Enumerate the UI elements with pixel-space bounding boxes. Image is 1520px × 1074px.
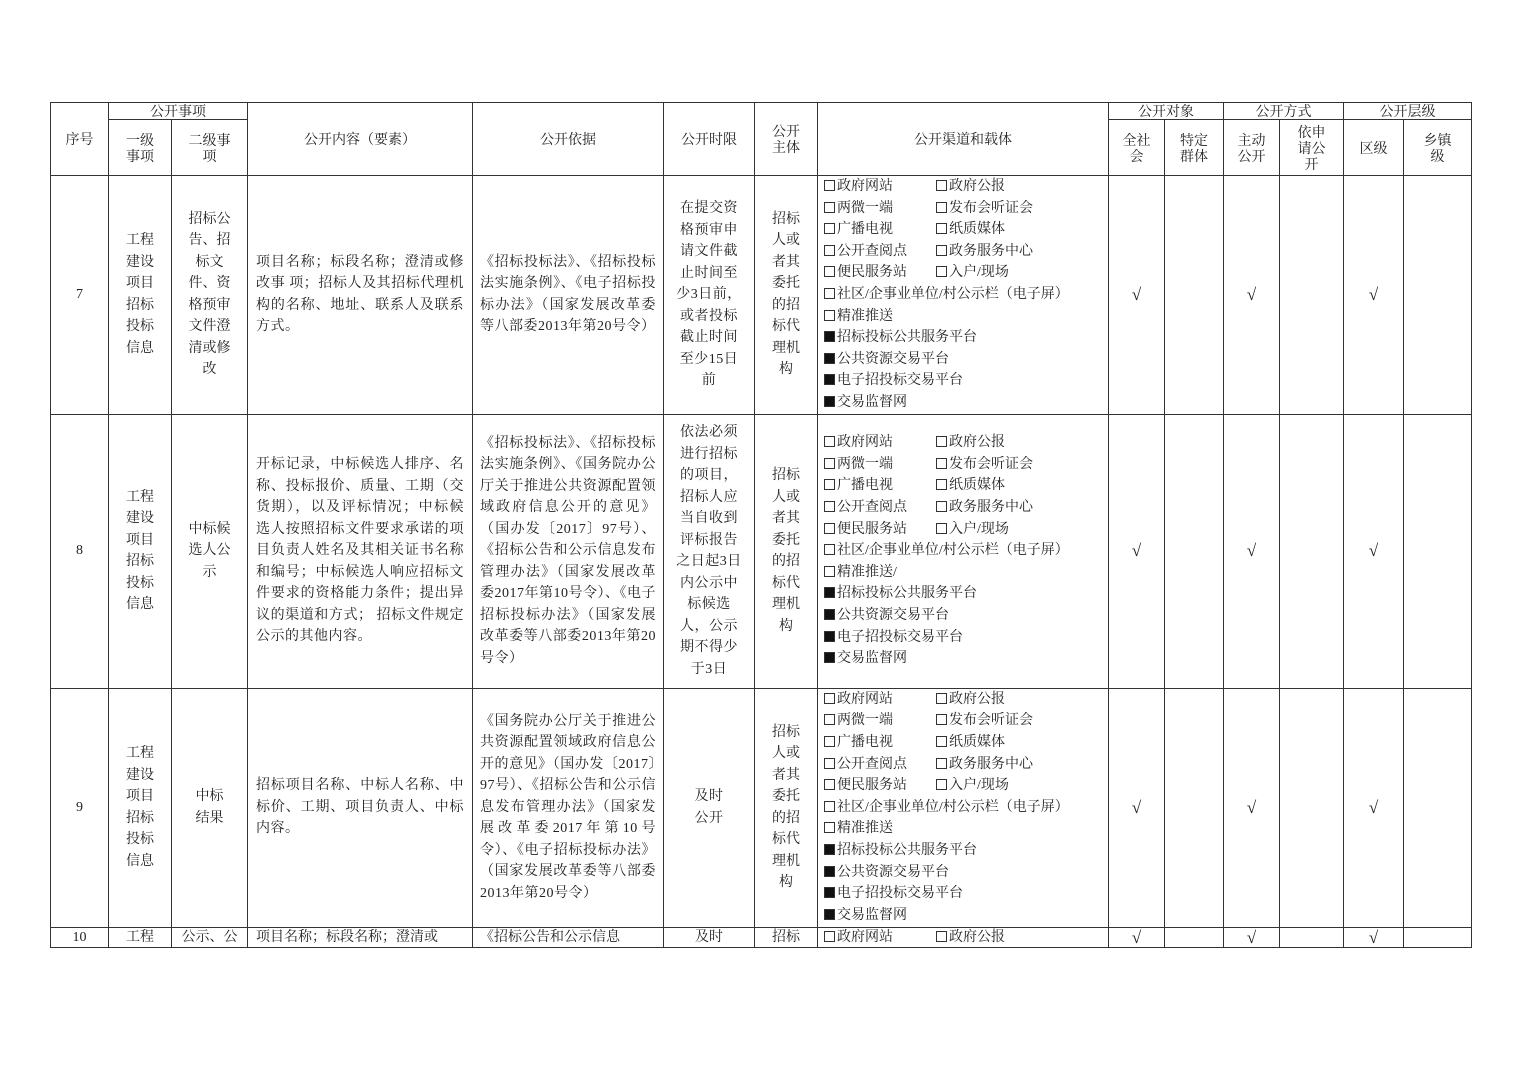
checkbox-empty-icon [936,180,947,191]
checkbox-empty-icon [824,714,835,725]
checkbox-empty-icon [936,245,947,256]
on-request-check [1280,176,1344,415]
specific-group-check [1165,927,1224,947]
all-society-check: √ [1109,688,1165,927]
channel-option: 电子招投标交易平台 [824,370,1102,392]
township-check [1404,688,1472,927]
header-group-level: 公开层级 [1344,103,1472,120]
channel-option: 政府网站 [824,176,936,198]
channel-option: 政府公报 [936,435,1005,450]
checkbox-filled-icon [824,866,835,877]
channel-option: 政府网站 [824,928,936,947]
checkbox-empty-icon [824,544,835,555]
table-row [51,927,1472,947]
level2-cell: 招标公告、招标文件、资格预审文件澄清或修改 [172,176,248,415]
seq-cell: 9 [51,688,109,927]
channel-option: 政府公报 [936,179,1005,194]
channel-option: 公共资源交易平台 [824,349,1102,371]
checkbox-filled-icon [824,396,835,407]
checkbox-empty-icon [824,523,835,534]
channel-option: 广播电视 [824,732,936,754]
channel-option: 政务服务中心 [936,500,1033,515]
time-limit-cell: 依法必须进行招标的项目，招标人应当自收到评标报告之日起3日内公示中标候选人，公示期不得少于3日 [664,414,755,688]
specific-group-check [1165,176,1224,415]
channel-option: 入户/现场 [936,522,1009,537]
channel-option: 便民服务站 [824,519,936,541]
on-request-check [1280,688,1344,927]
header-group-row [51,103,1472,120]
active-check: √ [1224,688,1280,927]
subject-cell: 招标 [755,927,818,947]
checkbox-empty-icon [824,779,835,790]
header-group-method: 公开方式 [1224,103,1344,120]
checkbox-filled-icon [824,374,835,385]
checkbox-filled-icon [824,353,835,364]
channel-option: 招标投标公共服务平台 [824,840,1102,862]
channel-option: 两微一端 [824,198,936,220]
checkbox-empty-icon [824,202,835,213]
checkbox-empty-icon [824,566,835,577]
checkbox-filled-icon [824,631,835,642]
checkbox-filled-icon [824,652,835,663]
checkbox-empty-icon [824,245,835,256]
channel-option: 交易监督网 [824,392,1102,414]
header-active: 主动公开 [1224,120,1280,176]
township-check [1404,414,1472,688]
channel-option: 纸质媒体 [936,478,1005,493]
seq-cell: 10 [51,927,109,947]
checkbox-filled-icon [824,909,835,920]
channel-option: 政务服务中心 [936,757,1033,772]
channel-option: 发布会听证会 [936,457,1033,472]
header-group-matter: 公开事项 [109,103,248,120]
checkbox-filled-icon [824,844,835,855]
seq-cell: 8 [51,414,109,688]
channels-cell [818,688,1109,927]
channel-option: 广播电视 [824,219,936,241]
channel-option: 公开查阅点 [824,241,936,263]
basis-cell: 《招标投标法》、《招标投标法实施条例》、《电子招标投标办法》（国家发展改革委等八部委2013年第20号令） [473,176,664,415]
channel-option: 公开查阅点 [824,497,936,519]
basis-cell: 《国务院办公厅关于推进公共资源配置领域政府信息公开的意见》（国办发〔2017〕97号）、《招标公告和公示信息发布管理办法》（国家发展改革委2017年第10号令）、《电子招标投标办法》（国家发展改革委等八部委2013年第20号令） [473,688,664,927]
channel-option: 政府公报 [936,930,1005,945]
level2-cell: 中标候选人公示 [172,414,248,688]
header-channels: 公开渠道和载体 [818,103,1109,176]
on-request-check [1280,414,1344,688]
checkbox-empty-icon [936,266,947,277]
all-society-check: √ [1109,927,1165,947]
checkbox-empty-icon [936,223,947,234]
channel-option: 政府网站 [824,689,936,711]
header-district: 区级 [1344,120,1404,176]
channel-option: 招标投标公共服务平台 [824,327,1102,349]
channel-option: 精准推送 [824,818,1102,840]
channel-option: 公开查阅点 [824,754,936,776]
channels-cell [818,414,1109,688]
basis-cell: 《招标投标法》、《招标投标法实施条例》、《国务院办公厅关于推进公共资源配置领域政府信息公开的意见》（国办发〔2017〕97号）、《招标公告和公示信息发布管理办法》（国家发展改革委2017年第10号令）、《电子招标投标办法》（国家发展改革委等八部委2013年第20号令） [473,414,664,688]
all-society-check: √ [1109,176,1165,415]
level1-cell: 工程建设项目招标投标信息 [109,176,172,415]
channel-option: 两微一端 [824,454,936,476]
disclosure-table [50,102,1472,948]
checkbox-empty-icon [824,223,835,234]
checkbox-filled-icon [824,609,835,620]
table-row [51,176,1472,415]
table-row [51,414,1472,688]
channel-option: 发布会听证会 [936,201,1033,216]
channel-option: 政府公报 [936,692,1005,707]
header-content: 公开内容（要素） [248,103,473,176]
district-check: √ [1344,688,1404,927]
checkbox-empty-icon [824,693,835,704]
checkbox-empty-icon [824,180,835,191]
checkbox-empty-icon [936,501,947,512]
content-cell: 招标项目名称、中标人名称、中标价、工期、项目负责人、中标内容。 [248,688,473,927]
channel-option: 社区/企事业单位/村公示栏（电子屏） [824,797,1102,819]
channels-cell [818,176,1109,415]
checkbox-empty-icon [824,801,835,812]
checkbox-empty-icon [824,458,835,469]
checkbox-empty-icon [936,758,947,769]
checkbox-filled-icon [824,331,835,342]
checkbox-empty-icon [936,779,947,790]
checkbox-empty-icon [824,266,835,277]
header-basis: 公开依据 [473,103,664,176]
header-all-society: 全社会 [1109,120,1165,176]
channel-option: 电子招投标交易平台 [824,627,1102,649]
channel-option: 纸质媒体 [936,222,1005,237]
checkbox-empty-icon [936,436,947,447]
seq-cell: 7 [51,176,109,415]
channel-option: 入户/现场 [936,265,1009,280]
channel-option: 便民服务站 [824,775,936,797]
all-society-check: √ [1109,414,1165,688]
checkbox-empty-icon [936,736,947,747]
channel-option: 便民服务站 [824,262,936,284]
channel-option: 两微一端 [824,710,936,732]
checkbox-filled-icon [824,887,835,898]
channel-option: 交易监督网 [824,648,1102,670]
channel-option: 政府网站 [824,432,936,454]
channel-option: 广播电视 [824,475,936,497]
level1-cell: 工程建设项目招标投标信息 [109,688,172,927]
time-limit-cell: 及时 [664,927,755,947]
checkbox-empty-icon [936,931,947,942]
channel-option: 公共资源交易平台 [824,862,1102,884]
active-check: √ [1224,927,1280,947]
content-cell: 开标记录，中标候选人排序、名称、投标报价、质量、工期（交货期），以及评标情况；中标候选人按照招标文件要求承诺的项目负责人姓名及其相关证书名称和编号；中标候选人响应招标文件要求的资格能力条件；提出异议的渠道和方式； 招标文件规定公示的其他内容。 [248,414,473,688]
header-level2: 二级事项 [172,120,248,176]
active-check: √ [1224,176,1280,415]
channel-option: 电子招投标交易平台 [824,883,1102,905]
subject-cell: 招标人或者其委托的招标代理机构 [755,176,818,415]
content-cell: 项目名称；标段名称；澄清或修改事 项；招标人及其招标代理机构的名称、地址、联系人及联系方式。 [248,176,473,415]
channel-option: 发布会听证会 [936,713,1033,728]
level1-cell: 工程建设项目招标投标信息 [109,414,172,688]
channel-option: 纸质媒体 [936,735,1005,750]
basis-cell: 《招标公告和公示信息 [473,927,664,947]
header-group-object: 公开对象 [1109,103,1224,120]
header-township: 乡镇级 [1404,120,1472,176]
channel-option: 精准推送 [824,306,1102,328]
specific-group-check [1165,688,1224,927]
header-subject: 公开主体 [755,103,818,176]
checkbox-empty-icon [824,822,835,833]
specific-group-check [1165,414,1224,688]
checkbox-empty-icon [824,288,835,299]
subject-cell: 招标人或者其委托的招标代理机构 [755,414,818,688]
header-on-request: 依申请公开 [1280,120,1344,176]
township-check [1404,927,1472,947]
checkbox-empty-icon [824,931,835,942]
channel-option: 公共资源交易平台 [824,605,1102,627]
header-level1: 一级事项 [109,120,172,176]
content-cell: 项目名称；标段名称；澄清或 [248,927,473,947]
channel-option: 招标投标公共服务平台 [824,583,1102,605]
checkbox-empty-icon [824,479,835,490]
channel-option: 社区/企事业单位/村公示栏（电子屏） [824,284,1102,306]
checkbox-empty-icon [936,693,947,704]
checkbox-empty-icon [936,479,947,490]
table-row [51,688,1472,927]
checkbox-empty-icon [824,310,835,321]
channel-option: 交易监督网 [824,905,1102,927]
channel-option: 入户/现场 [936,778,1009,793]
on-request-check [1280,927,1344,947]
time-limit-cell: 及时公开 [664,688,755,927]
checkbox-empty-icon [936,458,947,469]
checkbox-empty-icon [936,202,947,213]
checkbox-filled-icon [824,587,835,598]
checkbox-empty-icon [824,436,835,447]
active-check: √ [1224,414,1280,688]
checkbox-empty-icon [824,501,835,512]
checkbox-empty-icon [824,758,835,769]
township-check [1404,176,1472,415]
level1-cell: 工程 [109,927,172,947]
district-check: √ [1344,176,1404,415]
district-check: √ [1344,414,1404,688]
header-specific-group: 特定群体 [1165,120,1224,176]
checkbox-empty-icon [936,523,947,534]
channel-option: 精准推送/ [824,562,1102,584]
header-time-limit: 公开时限 [664,103,755,176]
checkbox-empty-icon [936,714,947,725]
checkbox-empty-icon [824,736,835,747]
channel-option: 政务服务中心 [936,244,1033,259]
level2-cell: 中标结果 [172,688,248,927]
channel-option: 社区/企事业单位/村公示栏（电子屏） [824,540,1102,562]
header-seq: 序号 [51,103,109,176]
district-check: √ [1344,927,1404,947]
level2-cell: 公示、公 [172,927,248,947]
time-limit-cell: 在提交资格预审申请文件截止时间至少3日前，或者投标截止时间至少15日前 [664,176,755,415]
channels-cell [818,927,1109,947]
subject-cell: 招标人或者其委托的招标代理机构 [755,688,818,927]
